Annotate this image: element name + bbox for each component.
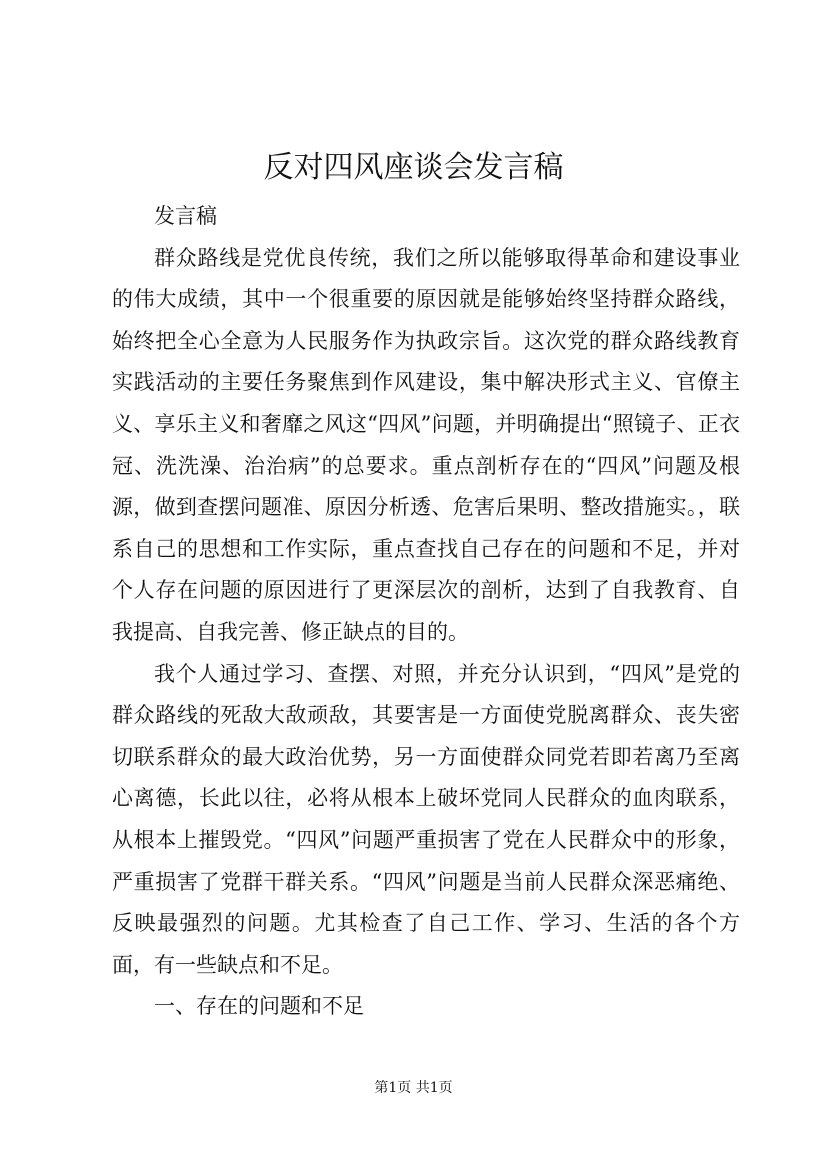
document-body bbox=[112, 196, 740, 1028]
paragraph-analysis: 我个人通过学习、查摆、对照，并充分认识到，“四风”是党的群众路线的死敌大敌顽敌，其要害是一方面使党脱离群众、丧失密切联系群众的最大政治优势，另一方面使群众同党若即若离乃至离心离德，长此以往，必将从根本上破坏党同人民群众的血肉联系，从根本上摧毁党。“四风”问题严重损害了党在人民群众中的形象，严重损害了党群干群关系。“四风”问题是当前人民群众深恶痛绝、反映最强烈的问题。尤其检查了自己工作、学习、生活的各个方面，有一些缺点和不足。 bbox=[112, 661, 740, 977]
paragraph-intro: 群众路线是党优良传统，我们之所以能够取得革命和建设事业的伟大成绩，其中一个很重要的原因就是能够始终坚持群众路线，始终把全心全意为人民服务作为执政宗旨。这次党的群众路线教育实践活动的主要任务聚焦到作风建设，集中解决形式主义、官僚主义、享乐主义和奢靡之风这“四风”问题，并明确提出“照镜子、正衣冠、洗洗澡、治治病”的总要求。重点剖析存在的“四风”问题及根源，做到查摆问题准、原因分析透、危害后果明、整改措施实。，联系自己的思想和工作实际，重点查找自己存在的问题和不足，并对个人存在问题的原因进行了更深层次的剖析，达到了自我教育、自我提高、自我完善、修正缺点的目的。 bbox=[112, 245, 740, 644]
document-title: 反对四风座谈会发言稿 bbox=[263, 150, 564, 185]
paragraph-label: 发言稿 bbox=[154, 204, 217, 228]
page-footer: 第1页 共1页 bbox=[374, 1080, 453, 1096]
section-heading: 一、存在的问题和不足 bbox=[154, 994, 364, 1019]
